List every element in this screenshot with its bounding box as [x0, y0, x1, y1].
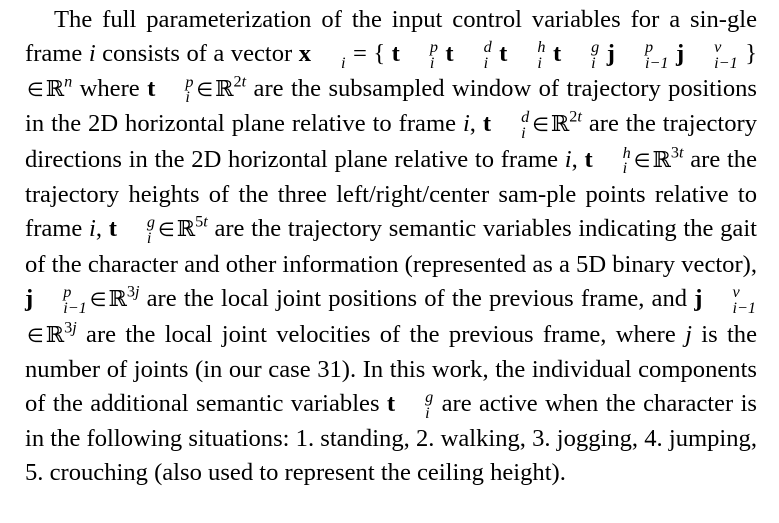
math-vector-t-h: t	[499, 40, 508, 68]
text-segment: consists of a vector	[95, 40, 299, 68]
math-supsub: g i	[591, 38, 600, 72]
math-j-p-dim: j p i−1 ∈ℝ$^{3j}$	[25, 282, 140, 317]
math-vector-j-p: j	[606, 40, 615, 68]
text-segment: ,	[469, 110, 483, 138]
text-segment: The full parameterization of the input control variables for a sin-	[54, 6, 727, 33]
text-segment: are the trajectory directions in the 2D horizontal plane relative to frame	[25, 110, 758, 173]
text-segment: are active when the character is in the following situations: 1. standing, 2. walking, 3. jogging, 4. jumping, 5. crouching (also used to represent the ceiling height).	[25, 390, 757, 487]
math-vector-j-v: j	[675, 40, 685, 68]
body-paragraph	[25, 3, 757, 491]
text-segment: ple points relative to frame	[25, 181, 757, 243]
text-segment: ,	[95, 215, 109, 243]
math-vector-t-g: t	[552, 40, 562, 68]
text-segment: are the local joint positions of the previous frame, and	[139, 285, 695, 313]
math-supsub: v i−1	[714, 38, 738, 72]
text-segment: are the trajectory semantic variables indicating the gait of the character and other information (represented as a 5D binary vector),	[25, 215, 758, 278]
math-rbrace: }	[745, 40, 758, 68]
math-t-d-dim: t d i ∈ℝ$^{2t}$	[482, 107, 582, 142]
math-superscript: n	[64, 72, 73, 91]
math-var-i: i	[564, 145, 572, 173]
math-t-g-dim: t g i ∈ℝ$^{5t}$	[108, 212, 208, 247]
math-var-i: i	[462, 110, 470, 138]
math-var-j: j	[685, 320, 692, 348]
math-element-of: ∈	[27, 77, 44, 101]
math-supsub: d i	[483, 38, 492, 72]
math-equals: =	[352, 40, 367, 68]
math-var-i: i	[88, 40, 96, 68]
text-segment: are the local joint velocities of the previous frame, where	[76, 320, 686, 348]
math-var-i: i	[89, 215, 96, 243]
math-subscript: i	[341, 53, 346, 72]
text-segment: ,	[571, 145, 585, 173]
text-segment: are the subsampled window of trajectory positions in the 2D horizontal plane relative to frame	[25, 74, 757, 138]
math-supsub: p i−1	[644, 38, 669, 72]
math-t-h-dim: t h i ∈ℝ$^{3t}$	[584, 142, 684, 177]
math-t-p-dim: t p i ∈ℝ$^{2t}$	[147, 72, 247, 107]
math-vector-x: x	[298, 40, 311, 68]
text-segment: is the number of joints (in our case 31). In this work, the individual components of the additional semantic variables	[25, 320, 757, 418]
math-vector-t-d: t	[445, 40, 454, 68]
text-segment: gle frame	[25, 6, 757, 68]
text-segment: where	[72, 74, 148, 102]
text-segment: are the trajectory heights of the three left/right/center sam-	[25, 145, 757, 209]
math-lbrace: {	[373, 40, 386, 68]
math-supsub: p i	[429, 38, 438, 72]
math-supsub: h i	[537, 38, 546, 72]
math-t-g: t g i	[386, 388, 434, 422]
math-reals: ℝ	[45, 75, 65, 102]
math-j-v-dim: j v i−1 ∈ℝ$^{3j}$	[27, 283, 756, 348]
math-vector-t-p: t	[391, 40, 400, 68]
